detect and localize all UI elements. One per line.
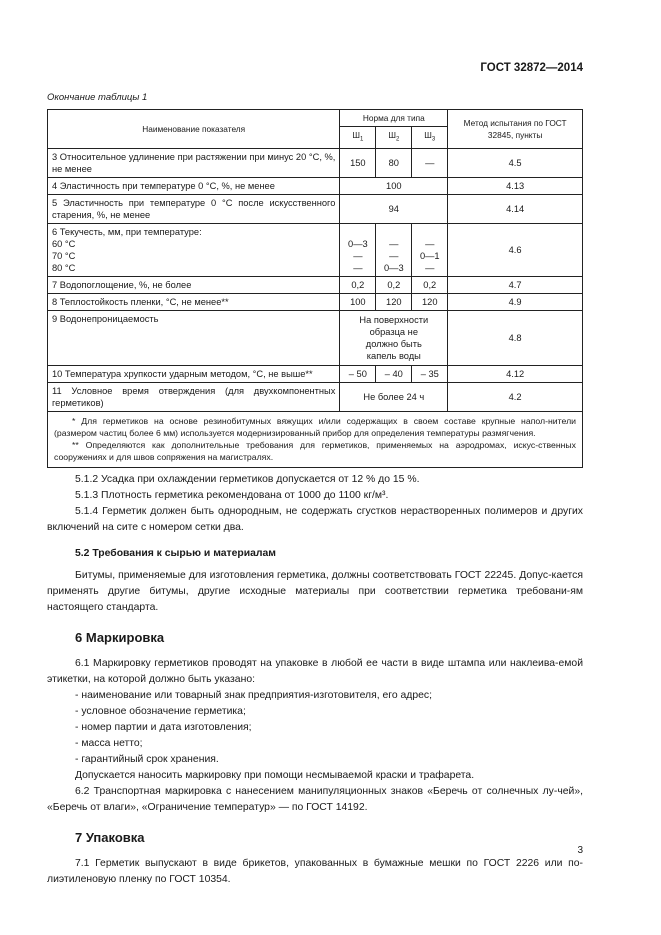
footnote-2: ** Определяются как дополнительные требования для герметиков, применяемых на аэродромах, искус-ственных сооружениях и для швов сопряжения на магистралях. [54, 439, 576, 462]
cell-value: — 0—1 — [412, 223, 448, 276]
section-heading-5-2: 5.2 Требования к сырью и материалам [75, 548, 276, 559]
cell-method: 4.9 [448, 293, 583, 310]
document-header: ГОСТ 32872—2014 [480, 62, 583, 74]
section-heading-6: 6 Маркировка [75, 630, 165, 645]
list-item: - наименование или товарный знак предприятия-изготовителя, его адрес; [75, 690, 433, 701]
table-footnotes [48, 411, 583, 467]
table-row [48, 177, 583, 194]
header-method: Метод испытания по ГОСТ 32845, пункты [448, 110, 583, 149]
cell-method: 4.2 [448, 382, 583, 411]
row-name: 4 Эластичность при температуре 0 °С, %, не менее [48, 177, 340, 194]
cell-method: 4.5 [448, 148, 583, 177]
cell-value: 100 [340, 177, 448, 194]
body-text [47, 472, 583, 888]
page-number: 3 [577, 845, 583, 856]
section-heading-7: 7 Упаковка [75, 830, 145, 845]
norms-table [47, 109, 583, 468]
cell-value: 0,2 [412, 276, 448, 293]
cell-value: 120 [376, 293, 412, 310]
list-item: - номер партии и дата изготовления; [75, 722, 252, 733]
table-row [48, 194, 583, 223]
table-row [48, 365, 583, 382]
cell-value: 120 [412, 293, 448, 310]
paragraph-5-2: Битумы, применяемые для изготовления герметика, должны соответствовать ГОСТ 22245. Допус-кается применять другие битумы, другие исходные материалы при соответствии герметика требовани-ям настоящего стандарта. [47, 570, 583, 613]
table-row [48, 382, 583, 411]
cell-method: 4.13 [448, 177, 583, 194]
cell-value: Не более 24 ч [340, 382, 448, 411]
paragraph-6-2: 6.2 Транспортная маркировка с нанесением манипуляционных знаков «Беречь от солнечных лу-чей», «Беречь от влаги», «Ограничение температур» — по ГОСТ 14192. [47, 786, 583, 813]
header-type-3: $Ш_3$ [412, 127, 448, 149]
row-name: 7 Водопоглощение, %, не более [48, 276, 340, 293]
list-item: - масса нетто; [75, 738, 143, 749]
cell-method: 4.8 [448, 310, 583, 365]
table-caption: Окончание таблицы 1 [47, 92, 148, 103]
row-name: 9 Водонепроницаемость [48, 310, 340, 365]
paragraph-6-1: 6.1 Маркировку герметиков проводят на упаковке в любой ее части в виде штампа или наклеива-емой этикетки, на которой должно быть указано: [47, 658, 583, 685]
cell-value: 100 [340, 293, 376, 310]
cell-method: 4.6 [448, 223, 583, 276]
cell-value: 0—3 — — [340, 223, 376, 276]
cell-value: – 50 [340, 365, 376, 382]
table-row [48, 276, 583, 293]
cell-value: 94 [340, 194, 448, 223]
table-footnotes-row [48, 411, 583, 467]
cell-value: — [412, 148, 448, 177]
cell-method: 4.14 [448, 194, 583, 223]
paragraph-5-1-2: 5.1.2 Усадка при охлаждении герметиков допускается от 12 % до 15 %. [75, 474, 420, 485]
cell-method: 4.12 [448, 365, 583, 382]
cell-method: 4.7 [448, 276, 583, 293]
paragraph-5-1-3: 5.1.3 Плотность герметика рекомендована от 1000 до 1100 кг/м³. [75, 490, 389, 501]
cell-value: 0,2 [376, 276, 412, 293]
cell-value: – 40 [376, 365, 412, 382]
row-name: 8 Теплостойкость пленки, °С, не менее** [48, 293, 340, 310]
table-row [48, 293, 583, 310]
row-name: 3 Относительное удлинение при растяжении при минус 20 °С, %, не менее [48, 148, 340, 177]
cell-value: 0,2 [340, 276, 376, 293]
table-header-row [48, 110, 583, 127]
header-type-1: $Ш_1$ [340, 127, 376, 149]
table-row [48, 148, 583, 177]
row-name: 11 Условное время отверждения (для двухкомпонентных герметиков) [48, 382, 340, 411]
cell-value: – 35 [412, 365, 448, 382]
list-item: - условное обозначение герметика; [75, 706, 246, 717]
row-name: 5 Эластичность при температуре 0 °С после искусственного старения, %, не менее [48, 194, 340, 223]
cell-value: На поверхности образца не должно быть капель воды [340, 310, 448, 365]
list-item: - гарантийный срок хранения. [75, 754, 219, 765]
cell-value: — — 0—3 [376, 223, 412, 276]
paragraph-7-1: 7.1 Герметик выпускают в виде брикетов, упакованных в бумажные мешки по ГОСТ 2226 или по-лиэтиленовую пленку по ГОСТ 10354. [47, 858, 583, 885]
row-name: 10 Температура хрупкости ударным методом, °С, не выше** [48, 365, 340, 382]
paragraph-5-1-4: 5.1.4 Герметик должен быть однородным, не содержать сгустков нерастворенных полимеров и других включений на сите с номером сетки два. [47, 506, 583, 533]
footnote-1: * Для герметиков на основе резинобитумных вяжущих и/или содержащих в своем составе крупные напол-нители (размером частиц более 6 мм) используется модернизированный прибор для определения температуры размягчения. [54, 415, 576, 438]
cell-value: 80 [376, 148, 412, 177]
header-name: Наименование показателя [48, 110, 340, 149]
cell-value: 150 [340, 148, 376, 177]
table-row [48, 223, 583, 276]
row-name: 6 Текучесть, мм, при температуре: 60 °С 70 °С 80 °С [48, 223, 340, 276]
table-row [48, 310, 583, 365]
paragraph-6-1-note: Допускается наносить маркировку при помощи несмываемой краски и трафарета. [75, 770, 475, 781]
header-norm: Норма для типа [340, 110, 448, 127]
header-type-2: $Ш_2$ [376, 127, 412, 149]
